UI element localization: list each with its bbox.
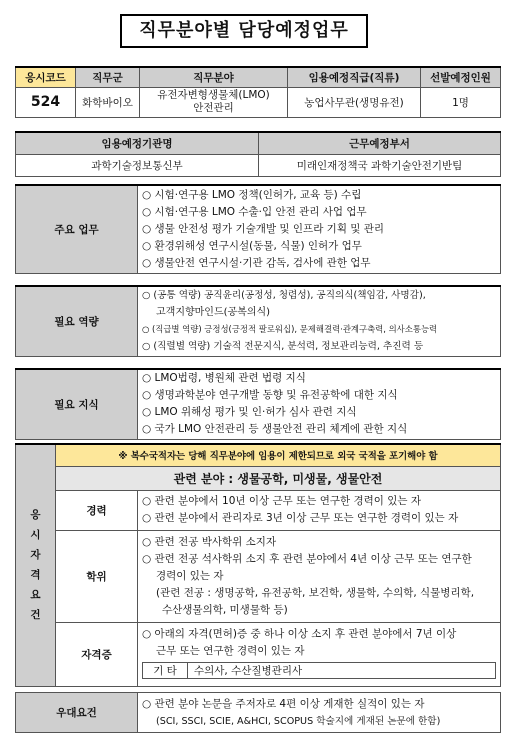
header-dept: 근무예정부서 [259, 132, 501, 154]
preference-table [15, 692, 501, 733]
license-other-key: 기 타 [143, 663, 188, 678]
career-item: ○ 관련 분야에서 관리자로 3년 이상 근무 또는 연구한 경력이 있는 자 [142, 512, 459, 524]
related-field: 관련 분야 : 생물공학, 미생물, 생물안전 [56, 466, 501, 490]
license-line: 근무 또는 연구한 경력이 있는 자 [156, 644, 305, 657]
degree-label: 학위 [56, 530, 138, 622]
knowledge-item: ○ 국가 LMO 안전관리 등 생물안전 관리 체계에 관한 지식 [142, 423, 408, 436]
job-count: 1명 [421, 87, 501, 117]
career-label: 경력 [56, 490, 138, 530]
license-line: ○ 아래의 자격(면허)증 중 하나 이상 소지 후 관련 분야에서 7년 이상 [142, 627, 457, 640]
job-field-line2: 안전관리 [193, 102, 234, 114]
duty-item: ○ 생물안전 연구시설·기관 감독, 검사에 관한 업무 [142, 256, 371, 269]
duty-item: ○ 시험·연구용 LMO 정책(인허가, 교육 등) 수립 [142, 188, 362, 201]
job-rank: 농업사무관(생명유전) [288, 87, 421, 117]
knowledge-item: ○ LMO 위해성 평가 및 인·허가 심사 관련 지식 [142, 406, 357, 419]
duty-item: ○ 환경위해성 연구시설(동물, 식물) 인허가 업무 [142, 239, 362, 252]
header-field: 직무분야 [140, 67, 288, 87]
competency-table [15, 285, 501, 357]
req-char: 자 [30, 549, 41, 562]
requirements-label [16, 444, 56, 686]
career-item: ○ 관련 분야에서 10년 이상 근무 또는 연구한 경력이 있는 자 [142, 495, 422, 507]
knowledge-item: ○ LMO법령, 병원체 관련 법령 지식 [142, 372, 306, 385]
degree-line: (관련 전공 : 생명공학, 유전공학, 보건학, 생물학, 수의학, 식물병리학, [156, 586, 475, 599]
header-count: 선발예정인원 [421, 67, 501, 87]
duties-label: 주요 업무 [16, 185, 138, 273]
career-list [138, 490, 501, 530]
header-code: 응시코드 [16, 67, 76, 87]
degree-list [138, 530, 501, 622]
competency-rank: ○ (직급별 역량) 긍정성(긍정적 팔로워십), 문제해결력·관계구축력, 의사소통능력 [142, 324, 438, 335]
dept-name: 미래인재정책국 과학기술안전기반팀 [259, 154, 501, 176]
duties-list [138, 185, 501, 273]
agency-name: 과학기술정보통신부 [16, 154, 259, 176]
knowledge-item: ○ 생명과학분야 연구개발 동향 및 유전공학에 대한 지식 [142, 389, 398, 402]
competency-common: ○ (공통 역량) 공직윤리(공정성, 청렴성), 공직의식(책임감, 사명감), [142, 290, 426, 302]
preference-line: ○ 관련 분야 논문을 주저자로 4편 이상 게재한 실적이 있는 자 [142, 697, 425, 710]
knowledge-list [138, 369, 501, 439]
exam-code: 524 [16, 87, 76, 117]
license-other-value: 수의사, 수산질병관리사 [194, 664, 303, 677]
duty-item: ○ 생물 안전성 평가 기술개발 및 인프라 기획 및 관리 [142, 222, 385, 235]
req-char: 격 [30, 569, 41, 582]
competency-label: 필요 역량 [16, 286, 138, 356]
job-field-line1: 유전자변형생물체(LMO) [157, 89, 270, 101]
agency-table [15, 131, 501, 177]
competency-list [138, 286, 501, 356]
job-table [15, 66, 501, 118]
req-char: 건 [30, 609, 41, 622]
degree-line: 수산생물의학, 미생물학 등) [162, 603, 288, 616]
req-char: 시 [30, 529, 41, 542]
duties-table [15, 184, 501, 274]
degree-line: 경력이 있는 자 [156, 569, 224, 582]
competency-common-cont: 고객지향마인드(공복의식) [156, 307, 271, 319]
license-label: 자격증 [56, 622, 138, 686]
preference-label: 우대요건 [16, 693, 138, 733]
duty-item: ○ 시험·연구용 LMO 수출·입 안전 관리 사업 업무 [142, 205, 367, 218]
degree-line: ○ 관련 전공 박사학위 소지자 [142, 535, 277, 548]
requirements-table [15, 443, 501, 687]
preference-line: (SCI, SSCI, SCIE, A&HCI, SCOPUS 학술지에 게재된 논문에 한함) [156, 715, 441, 727]
nationality-notice: ※ 복수국적자는 당해 직무분야에 임용이 제한되므로 외국 국적을 포기해야 함 [56, 444, 501, 466]
preference-list [138, 693, 501, 733]
license-list [138, 622, 501, 686]
req-char: 응 [30, 509, 41, 522]
job-field [140, 87, 288, 117]
license-other-box [142, 662, 496, 679]
knowledge-label: 필요 지식 [16, 369, 138, 439]
header-agency: 임용예정기관명 [16, 132, 259, 154]
knowledge-table [15, 368, 501, 440]
header-rank: 임용예정직급(직류) [288, 67, 421, 87]
header-group: 직무군 [76, 67, 140, 87]
degree-line: ○ 관련 전공 석사학위 소지 후 관련 분야에서 4년 이상 근무 또는 연구한 [142, 552, 472, 565]
competency-series: ○ (직렬별 역량) 기술적 전문지식, 분석력, 정보관리능력, 추진력 등 [142, 341, 424, 353]
job-group: 화학바이오 [76, 87, 140, 117]
page-title: 직무분야별 담당예정업무 [120, 14, 368, 48]
req-char: 요 [30, 589, 41, 602]
